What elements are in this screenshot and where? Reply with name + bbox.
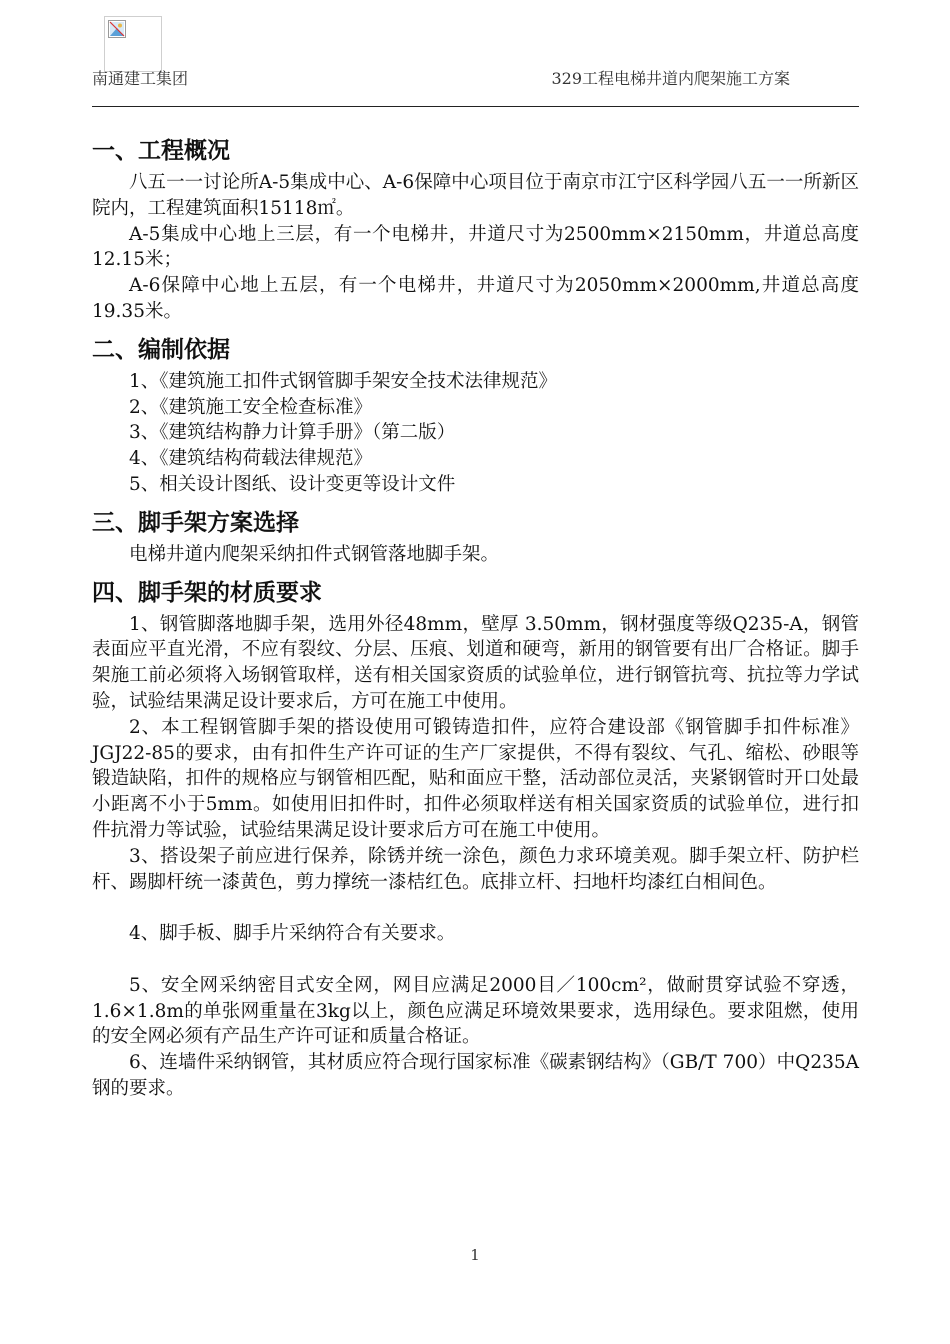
company-logo — [104, 16, 162, 72]
section-heading-basis: 二、编制依据 — [92, 336, 230, 363]
document-body — [92, 132, 859, 1102]
paragraph: 电梯井道内爬架采纳扣件式钢管落地脚手架。 — [129, 543, 500, 565]
broken-image-icon — [108, 20, 126, 38]
paragraph: 6、连墙件采纳钢管，其材质应符合现行国家标准《碳素钢结构》（GB/T 700）中Q235A钢的要求。 — [92, 1052, 859, 1099]
paragraph: 4、脚手板、脚手片采纳符合有关要求。 — [129, 923, 456, 945]
paragraph: 八五一一讨论所A-5集成中心、A-6保障中心项目位于南京市江宁区科学园八五一一所新区院内，工程建筑面积15118㎡。 — [92, 172, 859, 219]
header-divider — [92, 106, 859, 107]
paragraph: 2、本工程钢管脚手架的搭设使用可锻铸造扣件，应符合建设部《钢管脚手扣件标准》JGJ22-85的要求，由有扣件生产许可证的生产厂家提供，不得有裂纹、气孔、缩松、砂眼等锻造缺陷，扣件的规格应与钢管相匹配，贴和面应干整，活动部位灵活，夹紧钢管时开口处最小距离不小于5mm。如使用旧扣件时，扣件必须取样送有相关国家资质的试验单位，进行扣件抗滑力等试验，试验结果满足设计要求后方可在施工中使用。 — [92, 716, 859, 841]
page-number: 1 — [470, 1246, 480, 1264]
header-document-title: 329工程电梯井道内爬架施工方案 — [551, 69, 790, 88]
section-heading-materials: 四、脚手架的材质要求 — [92, 579, 322, 606]
paragraph: 1、钢管脚落地脚手架，选用外径48mm，壁厚 3.50mm，钢材强度等级Q235-A，钢管表面应平直光滑，不应有裂纹、分层、压痕、划道和硬弯，新用的钢管要有出厂合格证。脚手架施工前必须将入场钢管取样，送有相关国家资质的试验单位，进行钢管抗弯、抗拉等力学试验，试验结果满足设计要求后，方可在施工中使用。 — [92, 613, 859, 712]
section-heading-scheme: 三、脚手架方案选择 — [92, 509, 299, 536]
paragraph: A-6保障中心地上五层，有一个电梯井，井道尺寸为2050mm×2000mm,井道总高度19.35米。 — [92, 275, 859, 322]
list-item: 2、《建筑施工安全检查标准》 — [129, 396, 373, 418]
paragraph: A-5集成中心地上三层，有一个电梯井，井道尺寸为2500mm×2150mm，井道总高度12.15米； — [92, 223, 859, 271]
list-item: 5、相关设计图纸、设计变更等设计文件 — [129, 473, 456, 495]
header-company: 南通建工集团 — [92, 69, 189, 88]
paragraph: 5、安全网采纳密目式安全网，网目应满足2000目／100cm²，做耐贯穿试验不穿透，1.6×1.8m的单张网重量在3kg以上，颜色应满足环境效果要求，选用绿色。要求阻燃，使用的安全网必须有产品生产许可证和质量合格证。 — [92, 974, 859, 1048]
section-heading-overview: 一、工程概况 — [92, 138, 230, 164]
list-item: 3、《建筑结构静力计算手册》（第二版） — [129, 422, 456, 444]
list-item: 1、《建筑施工扣件式钢管脚手架安全技术法律规范》 — [129, 370, 558, 392]
list-item: 4、《建筑结构荷载法律规范》 — [129, 448, 373, 470]
paragraph: 3、搭设架子前应进行保养，除锈并统一涂色，颜色力求环境美观。脚手架立杆、防护栏杆、踢脚杆统一漆黄色，剪力撑统一漆桔红色。底排立杆、扫地杆均漆红白相间色。 — [92, 845, 859, 893]
